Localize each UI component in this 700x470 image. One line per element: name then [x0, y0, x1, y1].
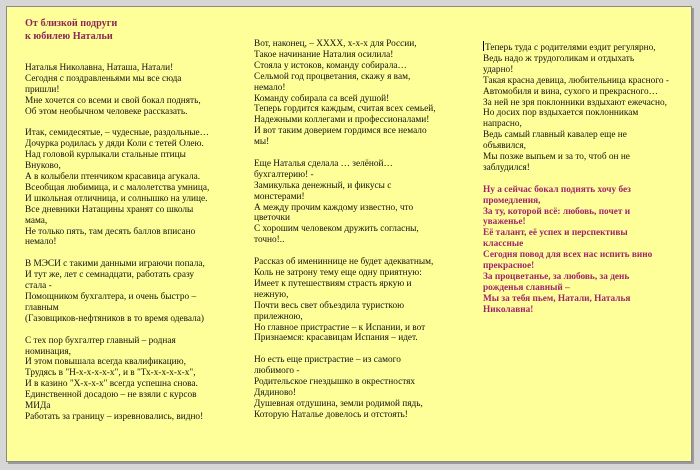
- stanza-6: Еще Наталья сделала … зелёной… бухгалтерию! - Замикулька денежный, и фикусы с монстерами! А между прочим каждому известно, что цветочки С хорошим человеком дружить согласны, точно!..: [254, 158, 419, 246]
- stanza-3: В МЭСИ с такими данными играючи попала, И тут же, лет с семнадцати, работать сразу стала - Помощником бухгалтера, и очень быстро – главным (Газовщиков-нефтяников в то время одевала): [25, 259, 205, 324]
- stanza-8: Но есть еще пристрастие – из самого любимого - Родительское гнездышко в окрестностях Дядиново! Душевная отдушина, земли родимой пядь, Которую Наталье довелось и отстоять!: [254, 355, 423, 420]
- stanza-5: Вот, наконец, – XXXX, х-х-х для России, Такое начинание Наталия осилила! Стояла у истоков, команду собирала… Сельмой год процветания, скажу я вам, немало! Команду собирала са всей душой! Теперь гордится каждым, считая всех семьей, Надежными коллегами и профессионалами! И вот таким доверием гордимся все немало мы!: [254, 39, 436, 148]
- slide-title: От близкой подруги к юбилею Натальи: [25, 18, 118, 42]
- stanza-4: С тех пор бухгалтер главный – родная номинация, И этом повышала всегда квалификацию, Трудясь в "Н-х-х-х-х-х", и в "Тх-х-х-х-х-х", И в казино "Х-х-х-х" всегда успешна снова. Единственной досадою – не взяли с курсов МИДа Работать за границу – изревновались, видно!: [25, 335, 204, 422]
- stanza-9-text: Теперь туда с родителями ездит регулярно, Ведь надо ж трудоголикам и отдыхать ударно! Такая красна девица, любительница красного - Автомобиля и вина, сухого и прекрасного… За ней не зря поклонники вздыхают ежечасно, Но досих пор вздыхается поклонникам напрасно, Ведь самый главный кавалер еще не объявился, Мы позже выпьем и за то, чтоб он не заблудился!: [483, 43, 669, 173]
- text-column-3[interactable]: [483, 41, 683, 316]
- slide: [6, 6, 692, 462]
- text-column-1: [25, 17, 240, 423]
- toast-stanza: Ну а сейчас бокал поднять хочу без промедления, За ту, которой всё: любовь, почет и уваженье! Её талант, её успех и перспективы классные Сегодня повод для всех нас испить вино прекрасное! За процветанье, за любовь, за день рожденья славный – Мы за тебя пьем, Натали, Наталья Николавна!: [483, 184, 653, 315]
- stanza-2: Итак, семидесятые, – чудесные, раздольные… Дочурка родилась у дяди Коли с тетей Олею. Над головой курлыкали стальные птицы Внуково, А в колыбели птенчиком красавица агукала. Всеобщая любимица, и с малолетства умница, И школьная отличница, и солнышко на улице. Все дневники Натащины хранят со школы мама, Не только пять, там десять баллов вписано немало!: [25, 128, 210, 248]
- text-cursor: [483, 41, 484, 51]
- text-column-2: [254, 39, 474, 421]
- stanza-9[interactable]: [483, 41, 683, 174]
- stanza-1: Наталья Николавна, Наташа, Натали! Сегодня с поздравленьями мы все сюда пришли! Мне хочется со всеми и свой бокал поднять, Об этом необычном человеке рассказать.: [25, 63, 201, 117]
- stanza-7: Рассказ об имениннице не будет адекватным, Коль не затрону тему еще одну приятную: Имеет к путешествиям страсть яркую и нежную, Почти весь свет объездила туристкою прилежною, Но главное пристрастие – к Испании, и вот Признаемся: красавицам Испания – идет.: [254, 257, 434, 344]
